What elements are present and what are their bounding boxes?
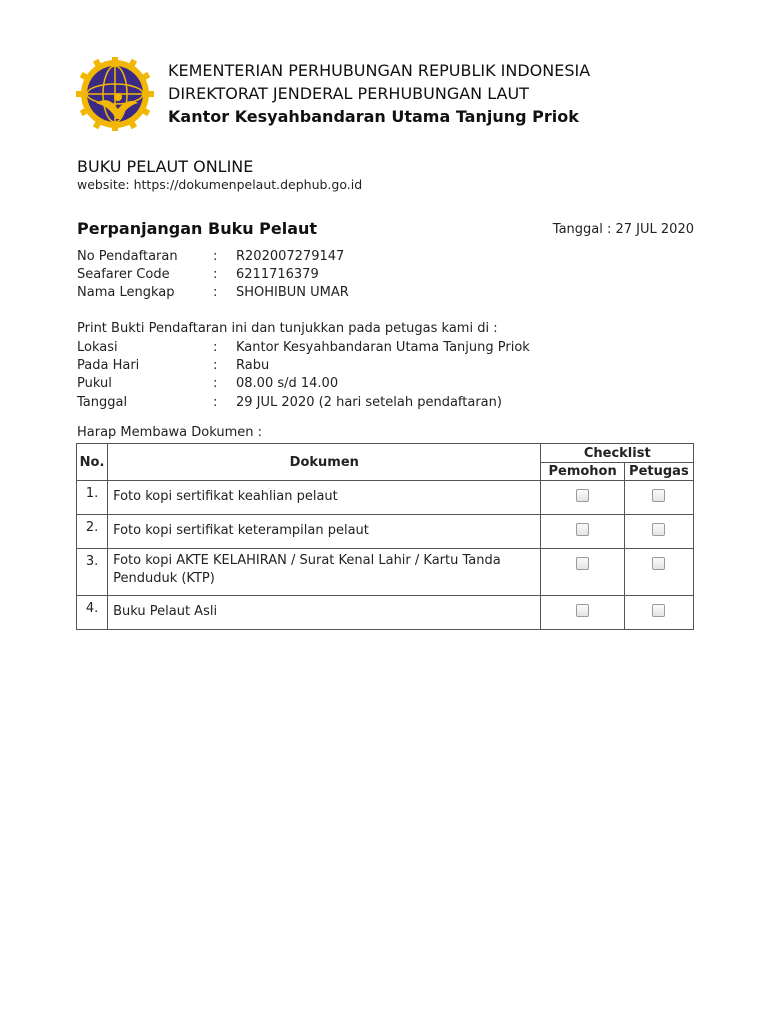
pemohon-checkbox-cell [541,596,624,630]
header-pemohon: Pemohon [541,463,624,481]
document-title: Perpanjangan Buku Pelaut [77,219,318,238]
header-no: No. [77,444,108,481]
document-name: Foto kopi sertifikat keahlian pelaut [108,481,541,515]
row-number: 1. [77,481,108,515]
petugas-checkbox[interactable] [652,523,665,536]
field-value: R202007279147 [236,249,345,264]
field-label: No Pendaftaran [77,249,178,264]
table-row [77,549,694,596]
print-notice: Print Bukti Pendaftaran ini dan tunjukkan pada petugas kami di : [77,321,498,336]
pemohon-checkbox-cell [541,515,624,549]
field-value: Kantor Kesyahbandaran Utama Tanjung Priok [236,340,530,355]
pemohon-checkbox-cell [541,549,624,596]
field-separator: : [213,249,218,264]
field-label: Seafarer Code [77,267,170,282]
header-checklist: Checklist [541,444,694,463]
directorate-name: DIREKTORAT JENDERAL PERHUBUNGAN LAUT [168,84,529,103]
field-separator: : [213,358,218,373]
table-row [77,596,694,630]
document-date: Tanggal : 27 JUL 2020 [552,222,694,237]
petugas-checkbox-cell [624,549,693,596]
header-document: Dokumen [108,444,541,481]
field-label: Nama Lengkap [77,285,175,300]
field-value: 29 JUL 2020 (2 hari setelah pendaftaran) [236,395,502,410]
website-text: website: https://dokumenpelaut.dephub.go.id [77,177,363,192]
table-row [77,481,694,515]
field-label: Lokasi [77,340,118,355]
app-title: BUKU PELAUT ONLINE [77,157,254,176]
pemohon-checkbox[interactable] [576,523,589,536]
petugas-checkbox-cell [624,596,693,630]
field-label: Pukul [77,376,112,391]
pemohon-checkbox[interactable] [576,557,589,570]
field-separator: : [213,395,218,410]
pemohon-checkbox-cell [541,481,624,515]
field-label: Pada Hari [77,358,140,373]
field-value: 08.00 s/d 14.00 [236,376,339,391]
petugas-checkbox[interactable] [652,604,665,617]
table-row [77,515,694,549]
row-number: 3. [77,549,108,596]
row-number: 4. [77,596,108,630]
field-label: Tanggal [77,395,128,410]
field-separator: : [213,285,218,300]
ministry-name: KEMENTERIAN PERHUBUNGAN REPUBLIK INDONESIA [168,61,591,80]
field-separator: : [213,267,218,282]
petugas-checkbox[interactable] [652,489,665,502]
field-separator: : [213,340,218,355]
documents-table [76,443,694,630]
row-number: 2. [77,515,108,549]
field-value: SHOHIBUN UMAR [236,285,349,300]
document-name: Foto kopi sertifikat keterampilan pelaut [108,515,541,549]
bring-documents-label: Harap Membawa Dokumen : [77,425,263,440]
office-name: Kantor Kesyahbandaran Utama Tanjung Priok [168,107,579,126]
pemohon-checkbox[interactable] [576,604,589,617]
field-value: 6211716379 [236,267,319,282]
petugas-checkbox-cell [624,515,693,549]
document-name: Foto kopi AKTE KELAHIRAN / Surat Kenal Lahir / Kartu Tanda Penduduk (KTP) [108,549,541,596]
header-petugas: Petugas [624,463,693,481]
field-value: Rabu [236,358,270,373]
ministry-logo-icon [76,57,154,131]
petugas-checkbox[interactable] [652,557,665,570]
pemohon-checkbox[interactable] [576,489,589,502]
field-separator: : [213,376,218,391]
document-name: Buku Pelaut Asli [108,596,541,630]
petugas-checkbox-cell [624,481,693,515]
